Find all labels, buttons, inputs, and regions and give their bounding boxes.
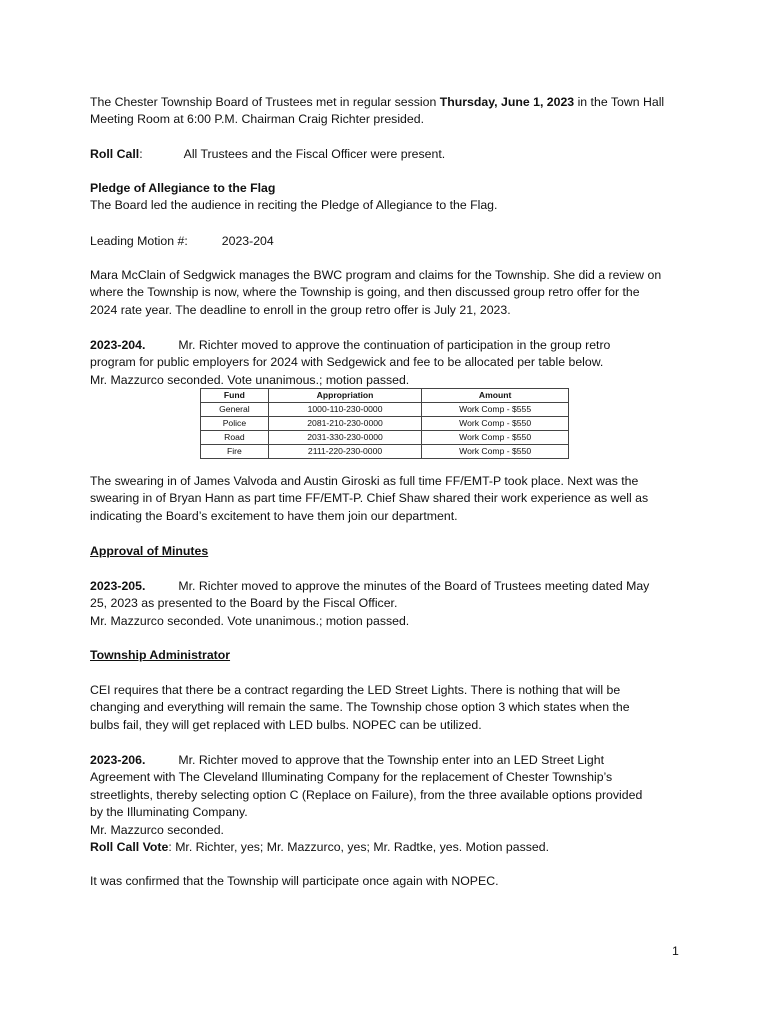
table-row bbox=[201, 431, 569, 445]
motion-line-2: Agreement with The Cleveland Illuminating Company for the replacement of Chester Township’s bbox=[90, 770, 613, 785]
nopec-paragraph bbox=[90, 873, 690, 890]
cei-line-1: CEI requires that there be a contract regarding the LED Street Lights. There is nothing that will be bbox=[90, 683, 621, 697]
roll-call-colon: : bbox=[139, 147, 143, 161]
table-cell: 2031-330-230-0000 bbox=[268, 431, 421, 445]
table-cell: Work Comp - $550 bbox=[422, 417, 569, 431]
swearing-line-2: swearing in of Bryan Hann as part time FF/EMT-P. Chief Shaw shared their work experience as well as bbox=[90, 491, 649, 506]
motion-number: 2023-205. bbox=[90, 579, 146, 593]
township-administrator-heading: Township Administrator bbox=[90, 648, 231, 662]
table-row bbox=[201, 417, 569, 431]
motion-line-1: Mr. Richter moved to approve the minutes of the Board of Trustees meeting dated May bbox=[178, 579, 650, 593]
cei-line-3: bulbs fail, they will get replaced with LED bulbs. NOPEC can be utilized. bbox=[90, 717, 482, 732]
intro-line-2: Meeting Room at 6:00 P.M. Chairman Craig Richter presided. bbox=[90, 112, 424, 127]
table-cell: Fire bbox=[201, 445, 269, 459]
table-cell: Work Comp - $550 bbox=[422, 445, 569, 459]
leading-motion-label: Leading Motion #: bbox=[90, 234, 188, 248]
intro-text-end: in the Town Hall bbox=[574, 95, 665, 109]
table-row bbox=[201, 445, 569, 459]
page-number: 1 bbox=[672, 944, 679, 958]
table-header-row bbox=[201, 389, 569, 403]
approval-of-minutes-heading: Approval of Minutes bbox=[90, 544, 209, 558]
motion-line-1: Mr. Richter moved to approve that the Township enter into an LED Street Light bbox=[178, 753, 605, 767]
bwc-line-3: 2024 rate year. The deadline to enroll in the group retro offer is July 21, 2023. bbox=[90, 302, 511, 317]
table-cell: 1000-110-230-0000 bbox=[268, 403, 421, 417]
approval-heading-block bbox=[90, 543, 690, 560]
motion-2023-206 bbox=[90, 752, 690, 856]
meeting-date: Thursday, June 1, 2023 bbox=[439, 95, 575, 109]
bwc-paragraph bbox=[90, 267, 690, 319]
motion-2023-204 bbox=[90, 337, 690, 389]
table-cell: 2111-220-230-0000 bbox=[268, 445, 421, 459]
table-cell: Police bbox=[201, 417, 269, 431]
motion-line-3: Mr. Mazzurco seconded. Vote unanimous.; motion passed. bbox=[90, 613, 410, 628]
motion-number: 2023-206. bbox=[90, 753, 146, 767]
roll-call-vote-label: Roll Call Vote bbox=[90, 840, 169, 855]
column-header-fund: Fund bbox=[201, 389, 269, 403]
pledge-heading: Pledge of Allegiance to the Flag bbox=[90, 181, 276, 195]
roll-call-label: Roll Call bbox=[90, 147, 140, 161]
motion-number: 2023-204. bbox=[90, 338, 146, 352]
bwc-line-1: Mara McClain of Sedgwick manages the BWC program and claims for the Township. She did a review on bbox=[90, 268, 662, 282]
roll-call-vote-text: : Mr. Richter, yes; Mr. Mazzurco, yes; Mr. Radtke, yes. Motion passed. bbox=[168, 840, 550, 855]
leading-motion-value: 2023-204 bbox=[221, 234, 274, 248]
intro-paragraph bbox=[90, 94, 690, 129]
nopec-text: It was confirmed that the Township will participate once again with NOPEC. bbox=[90, 874, 499, 888]
motion-2023-205 bbox=[90, 578, 690, 630]
table-cell: Work Comp - $555 bbox=[422, 403, 569, 417]
admin-heading-block bbox=[90, 647, 690, 664]
bwc-line-2: where the Township is now, where the Township is going, and then discussed group retro offer for the bbox=[90, 285, 640, 300]
leading-motion bbox=[90, 233, 690, 250]
motion-line-1: Mr. Richter moved to approve the continuation of participation in the group retro bbox=[178, 338, 611, 352]
pledge-section bbox=[90, 180, 690, 215]
swearing-paragraph bbox=[90, 473, 690, 525]
roll-call-text: All Trustees and the Fiscal Officer were present. bbox=[183, 147, 446, 161]
motion-line-3: streetlights, thereby selecting option C (Replace on Failure), from the three available options provided bbox=[90, 787, 643, 802]
motion-line-3: Mr. Mazzurco seconded. Vote unanimous.; motion passed. bbox=[90, 372, 410, 387]
motion-line-4: by the Illuminating Company. bbox=[90, 805, 248, 820]
table-cell: 2081-210-230-0000 bbox=[268, 417, 421, 431]
table-cell: General bbox=[201, 403, 269, 417]
table-cell: Work Comp - $550 bbox=[422, 431, 569, 445]
intro-text: The Chester Township Board of Trustees met in regular session bbox=[90, 95, 440, 109]
motion-line-2: 25, 2023 as presented to the Board by the Fiscal Officer. bbox=[90, 596, 398, 611]
swearing-line-1: The swearing in of James Valvoda and Austin Giroski as full time FF/EMT-P took place. Next was the bbox=[90, 474, 639, 488]
swearing-line-3: indicating the Board’s excitement to have them join our department. bbox=[90, 508, 458, 523]
fund-table bbox=[200, 388, 569, 459]
pledge-text: The Board led the audience in reciting the Pledge of Allegiance to the Flag. bbox=[90, 198, 498, 213]
roll-call bbox=[90, 146, 690, 163]
column-header-appropriation: Appropriation bbox=[268, 389, 421, 403]
cei-paragraph bbox=[90, 682, 690, 734]
cei-line-2: changing and everything will remain the same. The Township chose option 3 which states when the bbox=[90, 700, 630, 715]
column-header-amount: Amount bbox=[422, 389, 569, 403]
motion-line-2: program for public employers for 2024 with Sedgewick and fee to be allocated per table below. bbox=[90, 355, 604, 370]
table-row bbox=[201, 403, 569, 417]
table-cell: Road bbox=[201, 431, 269, 445]
motion-line-5: Mr. Mazzurco seconded. bbox=[90, 822, 224, 837]
